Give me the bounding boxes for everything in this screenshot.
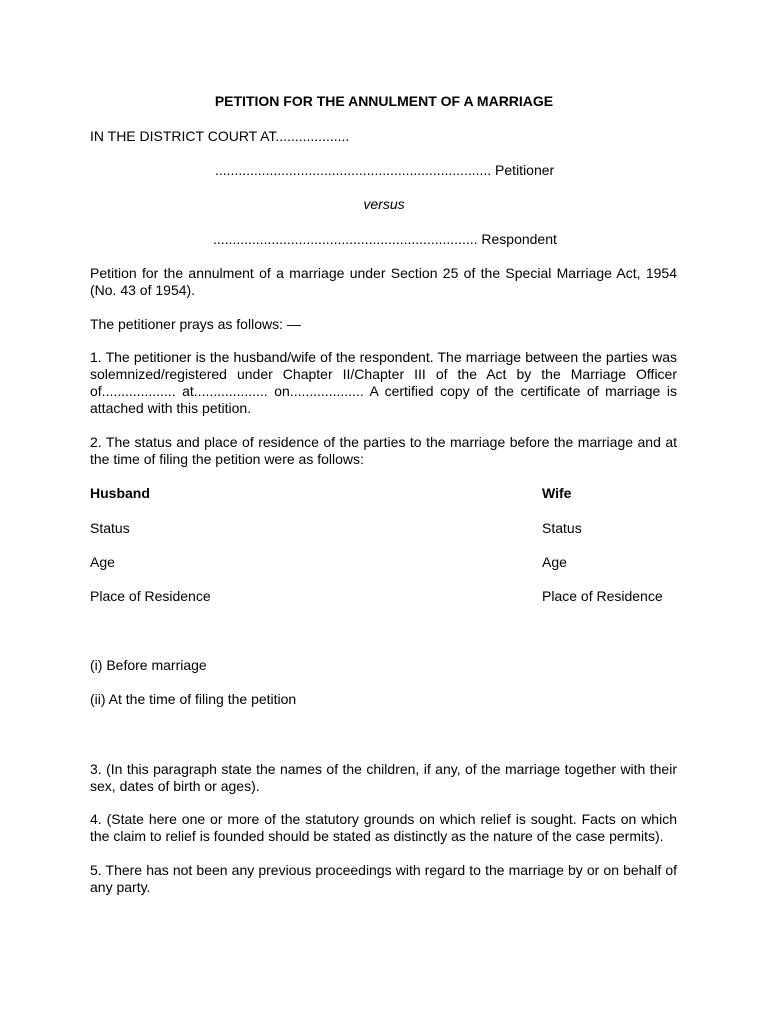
wife-age-label: Age: [542, 554, 567, 570]
wife-residence-label: Place of Residence: [542, 588, 663, 604]
husband-status-label: Status: [90, 520, 130, 536]
paragraph-2: 2. The status and place of residence of the parties to the marriage before the marriage and at the time of filing the petition were as follows:: [90, 434, 677, 467]
versus-text: versus: [363, 196, 405, 212]
paragraph-3: 3. (In this paragraph state the names of the children, if any, of the marriage together with their sex, dates of birth or ages).: [90, 761, 677, 794]
husband-residence-label: Place of Residence: [90, 588, 211, 604]
before-marriage-item: (i) Before marriage: [90, 657, 207, 673]
petitioner-line: ....................................................................... Petitioner: [215, 162, 555, 178]
respondent-line: .................................................................... Respondent: [213, 231, 557, 247]
husband-age-label: Age: [90, 554, 115, 570]
wife-status-label: Status: [542, 520, 582, 536]
paragraph-4: 4. (State here one or more of the statutory grounds on which relief is sought. Facts on which the claim to relief is founded should be stated as distinctly as the nature of the case permits).: [90, 811, 677, 844]
at-filing-item: (ii) At the time of filing the petition: [90, 691, 297, 707]
prays-paragraph: The petitioner prays as follows: —: [90, 316, 301, 332]
husband-heading: Husband: [90, 485, 150, 501]
paragraph-1: 1. The petitioner is the husband/wife of the respondent. The marriage between the parties was solemnized/registered under Chapter II/Chapter III of the Act by the Marriage Officer of................... at................... on................... A certified copy of the certificate of marriage is attached with this petition.: [90, 349, 677, 416]
document-title: PETITION FOR THE ANNULMENT OF A MARRIAGE: [214, 93, 554, 109]
intro-paragraph: Petition for the annulment of a marriage under Section 25 of the Special Marriage Act, 1954 (No. 43 of 1954).: [90, 265, 677, 298]
paragraph-5: 5. There has not been any previous proceedings with regard to the marriage by or on behalf of any party.: [90, 862, 677, 895]
wife-heading: Wife: [542, 485, 572, 501]
court-line: IN THE DISTRICT COURT AT...................: [90, 128, 350, 144]
